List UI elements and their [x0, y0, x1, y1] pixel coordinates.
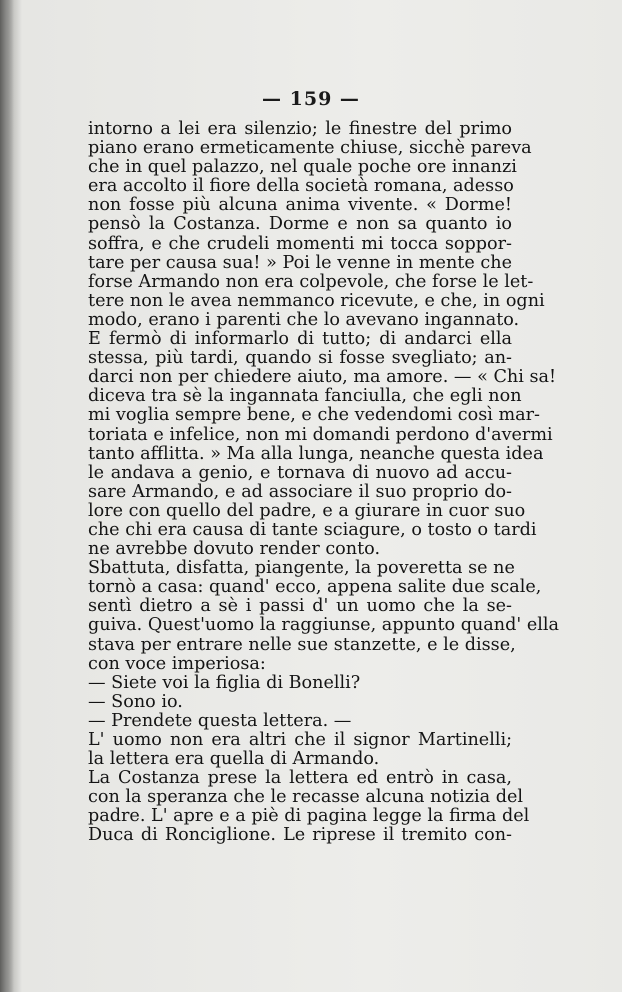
text-line: la lettera era quella di Armando.	[88, 749, 380, 770]
text-line: tornò a casa: quand' ecco, appena salite due scale,	[88, 577, 542, 598]
text-line: darci non per chiedere aiuto, ma amore. — « Chi sa!	[88, 367, 557, 388]
text-line: sentì dietro a sè i passi d' un uomo che la se-	[88, 596, 512, 617]
text-line: stessa, più tardi, quando si fosse svegliato; an-	[88, 348, 512, 369]
text-line: lore con quello del padre, e a giurare in cuor suo	[88, 500, 526, 521]
text-line: tere non le avea nemmanco ricevute, e che, in ogni	[88, 290, 545, 311]
text-line: con voce imperiosa:	[88, 653, 266, 674]
text-line: stava per entrare nelle sue stanzette, e le disse,	[88, 634, 516, 655]
text-line: E fermò di informarlo di tutto; di andarci ella	[88, 329, 512, 350]
text-line: diceva tra sè la ingannata fanciulla, che egli non	[88, 386, 522, 407]
text-line: modo, erano i parenti che lo avevano ingannato.	[88, 309, 520, 330]
text-line: L' uomo non era altri che il signor Martinelli;	[88, 730, 512, 750]
text-line: ne avrebbe dovuto render conto.	[88, 539, 381, 560]
text-line: tare per causa sua! » Poi le venne in mente che	[88, 252, 512, 273]
text-line: intorno a lei era silenzio; le finestre del primo	[88, 119, 512, 139]
text-line: soffra, e che crudeli momenti mi tocca soppor-	[88, 233, 512, 254]
text-line: — Prendete questa lettera. —	[88, 710, 352, 731]
text-line: mi voglia sempre bene, e che vedendomi così mar-	[88, 405, 540, 426]
text-line: — Siete voi la figlia di Bonelli?	[88, 672, 361, 693]
text-line: guiva. Quest'uomo la raggiunse, appunto quand' ella	[88, 615, 559, 636]
text-line: Duca di Ronciglione. Le riprese il tremito con-	[88, 825, 512, 846]
text-line: era accolto il fiore della società romana, adesso	[88, 176, 514, 197]
body-text	[88, 119, 559, 846]
text-line: Sbattuta, disfatta, piangente, la poveretta se ne	[88, 558, 515, 579]
text-line: sare Armando, e ad associare il suo proprio do-	[88, 481, 512, 502]
text-line: le andava a genio, e tornava di nuovo ad accu-	[88, 462, 512, 483]
page-number: — 159 —	[262, 88, 360, 110]
text-line: — Sono io.	[88, 691, 183, 712]
text-line: forse Armando non era colpevole, che forse le let-	[88, 271, 534, 292]
text-line: padre. L' apre e a piè di pagina legge la firma del	[88, 806, 530, 827]
text-line: con la speranza che le recasse alcuna notizia del	[88, 787, 524, 808]
text-line: toriata e infelice, non mi domandi perdono d'avermi	[88, 424, 553, 445]
text-line: che in quel palazzo, nel quale poche ore innanzi	[88, 157, 517, 178]
text-line: non fosse più alcuna anima vivente. « Dorme!	[88, 195, 512, 216]
text-line: pensò la Costanza. Dorme e non sa quanto io	[88, 214, 512, 235]
text-line: tanto afflitta. » Ma alla lunga, neanche questa idea	[88, 443, 544, 464]
text-line: che chi era causa di tante sciagure, o tosto o tardi	[88, 519, 537, 540]
text-line: piano erano ermeticamente chiuse, sicchè pareva	[88, 138, 532, 159]
text-line: La Costanza prese la lettera ed entrò in casa,	[88, 768, 512, 789]
page-spine-shadow	[0, 0, 14, 992]
